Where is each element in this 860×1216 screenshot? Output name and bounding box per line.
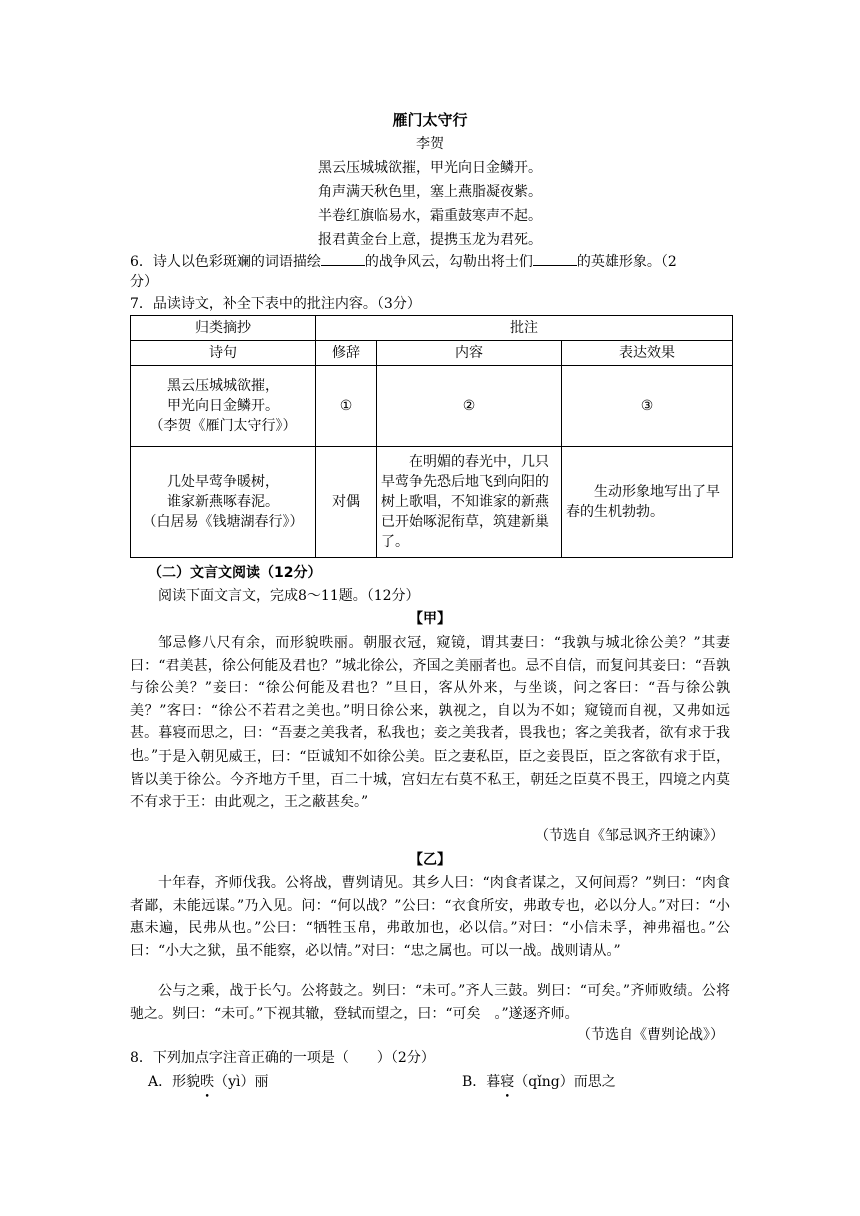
annotation-table	[130, 315, 733, 558]
rhetoric-blank[interactable]: ①	[316, 366, 377, 447]
verse-cell	[131, 366, 316, 447]
question-7: 7．品读诗文，补全下表中的批注内容。（3分）	[130, 296, 421, 312]
answer-blank-1[interactable]	[321, 251, 365, 266]
section-heading: （二）文言文阅读（12分）	[148, 565, 322, 581]
option-a-prefix: A．形貌	[148, 1074, 201, 1090]
passage-yi-source: （节选自《曹刿论战》）	[577, 1027, 724, 1043]
option-a[interactable]	[148, 1072, 269, 1092]
q6-text-3: 的英雄形象。（2	[576, 254, 677, 270]
verse-line: 谁家新燕啄春泥。	[167, 494, 279, 510]
dotted-char: 昳	[200, 1074, 215, 1090]
header-rhetoric: 修辞	[316, 341, 377, 366]
effect-blank[interactable]: ③	[562, 366, 733, 447]
verse-line: 黑云压城城欲摧，	[167, 378, 279, 394]
verse-line: 几处早莺争暖树，	[167, 474, 279, 490]
question-6	[130, 251, 677, 272]
header-excerpt: 归类摘抄	[131, 316, 316, 341]
passage-label-jia: 【甲】	[409, 611, 451, 627]
passage-yi-paragraph-2: 公与之乘，战于长勺。公将鼓之。刿曰：“未可。”齐人三鼓。刿曰：“可矣。”齐师败绩。公将驰之。刿曰：“未可。”下视其辙，登轼而望之，曰：“可矣 。”遂逐齐师。	[130, 983, 730, 1022]
passage-yi-paragraph-1: 十年春，齐师伐我。公将战，曹刿请见。其乡人曰：“肉食者谋之，又何间焉？”刿曰：“肉食者鄙，未能远谋。”乃入见。问：“何以战？”公曰：“衣食所安，弗敢专也，必以分人。”对曰：“小惠未遍，民弗从也。”公曰：“牺牲玉帛，弗敢加也，必以信。”对曰：“小信未孚，神弗福也。”公曰：“小大之狱，虽不能察，必以情。”对曰：“忠之属也。可以一战。战则请从。”	[130, 875, 730, 959]
rhetoric-cell: 对偶	[316, 447, 377, 558]
answer-blank-2[interactable]	[533, 251, 577, 266]
poem-line: 报君黄金台上意，提携玉龙为君死。	[318, 232, 542, 248]
verse-cell	[131, 447, 316, 558]
verse-line: 甲光向日金鳞开。	[167, 398, 279, 414]
verse-source: （白居易《钱塘湖春行》）	[142, 514, 304, 530]
poem-author: 李贺	[416, 136, 444, 152]
question-8: 8．下列加点字注音正确的一项是（ ）（2分）	[130, 1050, 435, 1066]
option-b-suffix: （qǐng）而思之	[514, 1074, 616, 1090]
poem-line: 半卷红旗临易水，霜重鼓寒声不起。	[318, 208, 542, 224]
header-verse: 诗句	[131, 341, 316, 366]
passage-jia-paragraph-1: 邹忌修八尺有余，而形貌昳丽。朝服衣冠，窥镜，谓其妻曰：“我孰与城北徐公美？”其妻曰：“君美甚，徐公何能及君也？”城北徐公，齐国之美丽者也。忌不自信，而复问其妾曰：“吾孰与徐公美？”妾曰：“徐公何能及君也？”旦日，客从外来，与坐谈，问之客曰：“吾与徐公孰美？”客曰：“徐公不若君之美也。”明日徐公来，孰视之，自以为不如；窥镜而自视，又弗如远甚。暮寝而思之，曰：“吾妻之美我者，私我也；妾之美我者，畏我也；客之美我者，欲有求于我也。”	[130, 635, 730, 764]
passage-jia-paragraph-2: 于是入朝见威王，曰：“臣诚知不如徐公美。臣之妻私臣，臣之妾畏臣，臣之客欲有求于臣，皆以美于徐公。今齐地方千里，百二十城，宫妇左右莫不私王，朝廷之臣莫不畏王，四境之内莫不有求于王：由此观之，王之蔽甚矣。”	[130, 749, 730, 810]
q6-text-1: 6．诗人以色彩斑斓的词语描绘	[130, 254, 321, 270]
verse-source: （李贺《雁门太守行》）	[149, 418, 297, 434]
q6-continuation: 分）	[130, 274, 158, 290]
section-instruction: 阅读下面文言文，完成8～11题。（12分）	[158, 588, 420, 604]
q6-text-2: 的战争风云，勾勒出将士们	[364, 254, 533, 270]
header-annotation: 批注	[316, 316, 733, 341]
passage-label-yi: 【乙】	[409, 852, 451, 868]
poem-title: 雁门太守行	[392, 111, 468, 129]
poem-line: 角声满天秋色里，塞上燕脂凝夜紫。	[318, 184, 542, 200]
effect-cell: 生动形象地写出了早春的生机勃勃。	[562, 447, 733, 558]
passage-jia-source: （节选自《邹忌讽齐王纳谏》）	[535, 828, 724, 844]
poem-line: 黑云压城城欲摧，甲光向日金鳞开。	[318, 160, 542, 176]
dotted-char: 寝	[500, 1074, 515, 1090]
header-content: 内容	[377, 341, 562, 366]
content-cell: 在明媚的春光中，几只早莺争先恐后地飞到向阳的树上歌唱，不知谁家的新燕已开始啄泥衔草，筑建新巢了。	[377, 447, 562, 558]
option-b-prefix: B．暮	[462, 1074, 501, 1090]
option-a-suffix: （yì）丽	[214, 1074, 269, 1090]
content-blank[interactable]: ②	[377, 366, 562, 447]
option-b[interactable]	[462, 1072, 616, 1092]
header-effect: 表达效果	[562, 341, 733, 366]
